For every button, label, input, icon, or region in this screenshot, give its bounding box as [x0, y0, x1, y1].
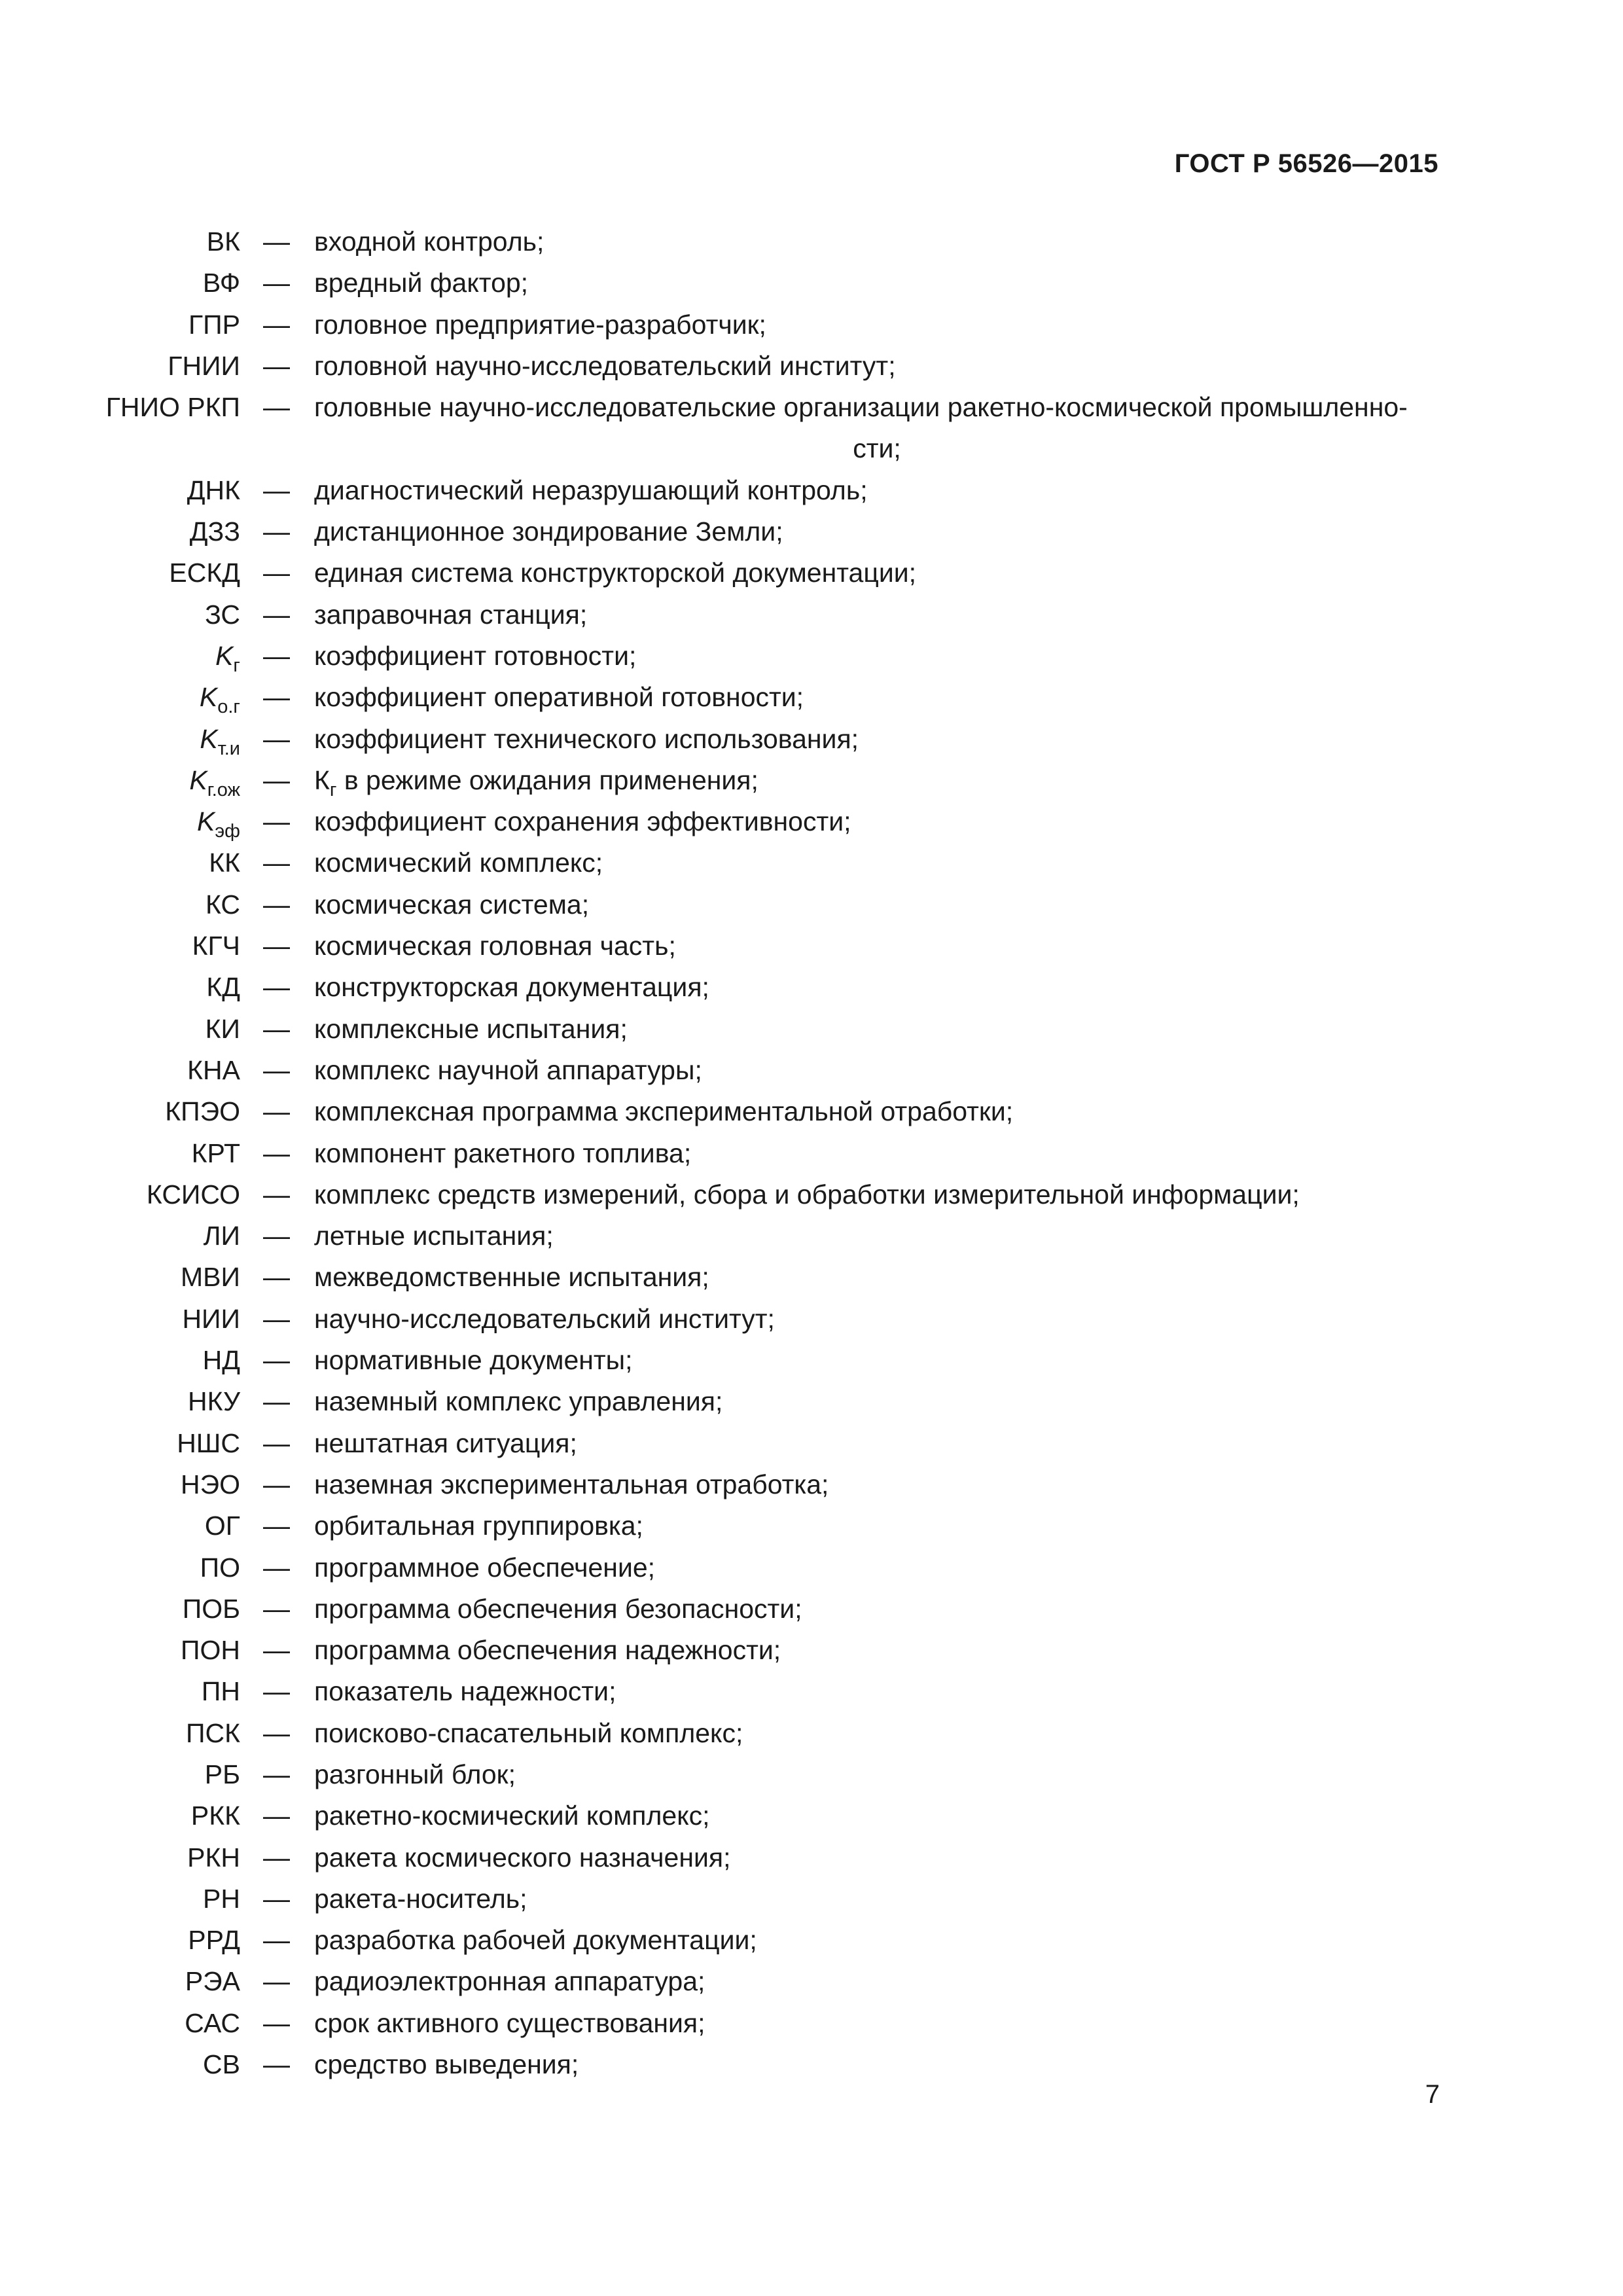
dash-separator: —: [263, 1013, 290, 1044]
abbreviation-entry: [0, 1133, 1623, 1174]
abbreviation-definition: ракета космического назначения;: [314, 1842, 731, 1873]
abbreviation-definition: научно-исследовательский институт;: [314, 1303, 775, 1334]
abbreviation-entry: [0, 2044, 1623, 2085]
abbreviation-entry: [0, 719, 1623, 760]
abbreviation-entry: [0, 1009, 1623, 1050]
abbreviation-definition: летные испытания;: [314, 1221, 554, 1251]
abbreviation-term: ДЗЗ: [189, 516, 240, 547]
abbreviation-entry: [0, 1091, 1623, 1132]
abbreviation-definition: [314, 387, 1440, 469]
abbreviation-term: КС: [205, 889, 240, 920]
abbreviation-term: ВФ: [202, 268, 240, 298]
dash-separator: —: [263, 1759, 290, 1789]
dash-separator: —: [263, 1427, 290, 1458]
dash-separator: —: [263, 1717, 290, 1748]
abbreviation-definition: нештатная ситуация;: [314, 1427, 577, 1458]
abbreviation-term: НИИ: [182, 1303, 240, 1334]
abbreviation-term: НКУ: [188, 1386, 240, 1417]
abbreviation-term: РЭА: [185, 1966, 240, 1997]
abbreviation-definition: коэффициент технического использования;: [314, 723, 859, 754]
dash-separator: —: [263, 1593, 290, 1624]
dash-separator: —: [263, 764, 290, 795]
abbreviation-term: САС: [185, 2007, 240, 2038]
symbol-main: K: [215, 640, 234, 671]
abbreviation-term: ГПР: [188, 309, 240, 340]
abbreviation-term: СВ: [203, 2049, 240, 2080]
dash-separator: —: [263, 226, 290, 257]
abbreviation-term: РКК: [190, 1801, 240, 1831]
abbreviation-definition: наземный комплекс управления;: [314, 1386, 723, 1417]
dash-separator: —: [263, 1221, 290, 1251]
abbreviation-definition: нормативные документы;: [314, 1345, 633, 1376]
abbreviation-term: КД: [206, 972, 240, 1003]
dash-separator: —: [263, 640, 290, 671]
dash-separator: —: [263, 848, 290, 878]
abbreviation-term: РРД: [188, 1925, 240, 1956]
abbreviation-entry: [0, 1713, 1623, 1754]
abbreviation-term: КНА: [187, 1054, 240, 1085]
abbreviation-term: КГЧ: [192, 931, 240, 961]
abbreviation-entry: [0, 552, 1623, 594]
abbreviation-entry: [0, 1630, 1623, 1671]
dash-separator: —: [263, 1096, 290, 1127]
dash-separator: —: [263, 931, 290, 961]
dash-separator: —: [263, 972, 290, 1003]
abbreviation-entry: [0, 801, 1623, 842]
abbreviation-entry: [0, 594, 1623, 636]
dash-separator: —: [263, 475, 290, 505]
dash-separator: —: [263, 1054, 290, 1085]
abbreviation-definition: комплекс научной аппаратуры;: [314, 1054, 702, 1085]
symbol-subscript: эф: [215, 821, 240, 842]
definition-text: в режиме ожидания применения;: [336, 764, 758, 795]
abbreviation-definition: космический комплекс;: [314, 848, 603, 878]
abbreviation-entry: [0, 1671, 1623, 1712]
dash-separator: —: [263, 2049, 290, 2080]
dash-separator: —: [263, 268, 290, 298]
abbreviation-entry: [0, 1920, 1623, 1961]
dash-separator: —: [263, 723, 290, 754]
abbreviation-term: КК: [209, 848, 240, 878]
abbreviation-term: ЛИ: [203, 1221, 240, 1251]
abbreviation-term: РБ: [204, 1759, 240, 1789]
definition-continuation: сти;: [853, 433, 901, 464]
symbol-main: K: [200, 723, 218, 754]
dash-separator: —: [263, 1511, 290, 1541]
abbreviation-definition: ракетно-космический комплекс;: [314, 1801, 710, 1831]
dash-separator: —: [263, 1801, 290, 1831]
abbreviation-term: ПН: [201, 1676, 240, 1707]
abbreviation-definition: разгонный блок;: [314, 1759, 516, 1789]
dash-separator: —: [263, 1179, 290, 1210]
dash-separator: —: [263, 1262, 290, 1293]
abbreviation-term: ЕСКД: [169, 558, 240, 588]
abbreviation-definition: программное обеспечение;: [314, 1552, 656, 1583]
abbreviation-definition: компонент ракетного топлива;: [314, 1138, 692, 1168]
abbreviation-entry: [0, 1464, 1623, 1505]
abbreviation-definition: программа обеспечения надежности;: [314, 1635, 781, 1666]
abbreviations-list: [0, 221, 1623, 2085]
abbreviation-definition: комплекс средств измерений, сбора и обработки измерительной информации;: [314, 1179, 1300, 1210]
dash-separator: —: [263, 350, 290, 381]
abbreviation-entry: [0, 1381, 1623, 1422]
dash-separator: —: [263, 1676, 290, 1707]
abbreviation-definition: показатель надежности;: [314, 1676, 616, 1707]
symbol-subscript: т.и: [217, 738, 240, 759]
abbreviation-definition: средство выведения;: [314, 2049, 579, 2080]
abbreviation-entry: [0, 346, 1623, 387]
abbreviation-definition: космическая система;: [314, 889, 590, 920]
abbreviation-entry: [0, 1588, 1623, 1630]
abbreviation-entry: [0, 1961, 1623, 2002]
abbreviation-definition: программа обеспечения безопасности;: [314, 1593, 802, 1624]
dash-separator: —: [263, 1842, 290, 1873]
dash-separator: —: [263, 1386, 290, 1417]
dash-separator: —: [263, 309, 290, 340]
dash-separator: —: [263, 1303, 290, 1334]
abbreviation-definition: [314, 760, 1440, 801]
abbreviation-term: ЗС: [205, 599, 240, 630]
abbreviation-entry: [0, 1299, 1623, 1340]
symbol-main: K: [189, 764, 207, 795]
abbreviation-entry: [0, 2003, 1623, 2044]
abbreviation-term: КИ: [205, 1013, 240, 1044]
abbreviation-entry: [0, 1795, 1623, 1837]
abbreviation-entry: [0, 1340, 1623, 1381]
abbreviation-term: КРТ: [191, 1138, 240, 1168]
abbreviation-entry: [0, 1505, 1623, 1547]
abbreviation-term: НД: [202, 1345, 240, 1376]
definition-line: головные научно-исследовательские организации ракетно-космической промышленно-: [314, 392, 1408, 423]
abbreviation-term: МВИ: [181, 1262, 240, 1293]
abbreviation-definition: головной научно-исследовательский институт;: [314, 350, 896, 381]
abbreviation-definition: орбитальная группировка;: [314, 1511, 643, 1541]
dash-separator: —: [263, 1138, 290, 1168]
dash-separator: —: [263, 1552, 290, 1583]
abbreviation-entry: [0, 1754, 1623, 1795]
definition-symbol-subscript: г: [329, 779, 337, 800]
abbreviation-definition: конструкторская документация;: [314, 972, 709, 1003]
abbreviation-definition: заправочная станция;: [314, 599, 588, 630]
abbreviation-definition: коэффициент сохранения эффективности;: [314, 806, 851, 837]
dash-separator: —: [263, 392, 290, 423]
abbreviation-entry: [0, 511, 1623, 552]
dash-separator: —: [263, 806, 290, 837]
abbreviation-term: ОГ: [204, 1511, 240, 1541]
abbreviation-term: ГНИО РКП: [105, 392, 240, 423]
abbreviation-entry: [0, 884, 1623, 925]
abbreviation-entry: [0, 1215, 1623, 1257]
abbreviation-definition: срок активного существования;: [314, 2007, 705, 2038]
abbreviation-term: КПЭО: [165, 1096, 240, 1127]
abbreviation-entry: [0, 1050, 1623, 1091]
abbreviation-term: КСИСО: [146, 1179, 240, 1210]
abbreviation-definition: комплексная программа экспериментальной отработки;: [314, 1096, 1014, 1127]
abbreviation-definition: диагностический неразрушающий контроль;: [314, 475, 868, 505]
document-number-header: ГОСТ Р 56526—2015: [1174, 149, 1438, 178]
dash-separator: —: [263, 1925, 290, 1956]
abbreviation-entry: [0, 967, 1623, 1008]
abbreviation-entry: [0, 842, 1623, 884]
abbreviation-definition: наземная экспериментальная отработка;: [314, 1469, 829, 1499]
abbreviation-term: НШС: [177, 1427, 240, 1458]
abbreviation-term: [197, 801, 240, 842]
abbreviation-definition: коэффициент оперативной готовности;: [314, 682, 804, 713]
abbreviation-definition: разработка рабочей документации;: [314, 1925, 757, 1956]
abbreviation-definition: дистанционное зондирование Земли;: [314, 516, 783, 547]
dash-separator: —: [263, 682, 290, 713]
abbreviation-definition: комплексные испытания;: [314, 1013, 628, 1044]
abbreviation-term: НЭО: [181, 1469, 240, 1499]
abbreviation-entry: [0, 1878, 1623, 1920]
abbreviation-definition: ракета-носитель;: [314, 1883, 527, 1914]
dash-separator: —: [263, 1469, 290, 1499]
abbreviation-entry: [0, 304, 1623, 346]
abbreviation-entry: [0, 387, 1623, 470]
abbreviation-definition: радиоэлектронная аппаратура;: [314, 1966, 705, 1997]
abbreviation-definition: поисково-спасательный комплекс;: [314, 1717, 743, 1748]
definition-symbol: К: [314, 764, 330, 795]
abbreviation-entry: [0, 262, 1623, 304]
symbol-subscript: г.ож: [207, 779, 240, 800]
abbreviation-entry: [0, 925, 1623, 967]
abbreviation-term: ГНИИ: [168, 350, 240, 381]
abbreviation-entry: [0, 636, 1623, 677]
abbreviation-term: ПСК: [186, 1717, 240, 1748]
abbreviation-definition: коэффициент готовности;: [314, 640, 637, 671]
abbreviation-definition: межведомственные испытания;: [314, 1262, 709, 1293]
abbreviation-term: ПОБ: [182, 1593, 240, 1624]
dash-separator: —: [263, 558, 290, 588]
abbreviation-entry: [0, 1547, 1623, 1588]
dash-separator: —: [263, 889, 290, 920]
dash-separator: —: [263, 1635, 290, 1666]
dash-separator: —: [263, 1345, 290, 1376]
symbol-subscript: о.г: [217, 696, 240, 718]
abbreviation-term: ПОН: [181, 1635, 240, 1666]
abbreviation-definition: входной контроль;: [314, 226, 544, 257]
abbreviation-term: ПО: [200, 1552, 240, 1583]
abbreviation-term: ДНК: [187, 475, 240, 505]
abbreviation-term: РН: [203, 1883, 240, 1914]
page-number: 7: [1425, 2080, 1440, 2109]
abbreviation-term: ВК: [206, 226, 240, 257]
abbreviation-entry: [0, 470, 1623, 511]
dash-separator: —: [263, 2007, 290, 2038]
abbreviation-entry: [0, 221, 1623, 262]
abbreviation-definition: единая система конструкторской документации;: [314, 558, 917, 588]
abbreviation-term: [215, 636, 240, 677]
abbreviation-entry: [0, 760, 1623, 801]
symbol-subscript: г: [233, 655, 240, 676]
abbreviation-entry: [0, 1423, 1623, 1464]
symbol-main: K: [199, 682, 218, 713]
abbreviation-entry: [0, 1174, 1623, 1215]
dash-separator: —: [263, 1966, 290, 1997]
abbreviation-term: РКН: [187, 1842, 240, 1873]
abbreviation-definition: космическая головная часть;: [314, 931, 676, 961]
abbreviation-term: [200, 719, 240, 760]
abbreviation-term: [200, 677, 240, 718]
abbreviation-term: [189, 760, 240, 801]
abbreviation-definition: головное предприятие-разработчик;: [314, 309, 766, 340]
dash-separator: —: [263, 516, 290, 547]
abbreviation-entry: [0, 677, 1623, 718]
dash-separator: —: [263, 599, 290, 630]
abbreviation-entry: [0, 1257, 1623, 1298]
abbreviation-definition: вредный фактор;: [314, 268, 529, 298]
abbreviation-entry: [0, 1837, 1623, 1878]
dash-separator: —: [263, 1883, 290, 1914]
symbol-main: K: [196, 806, 215, 837]
